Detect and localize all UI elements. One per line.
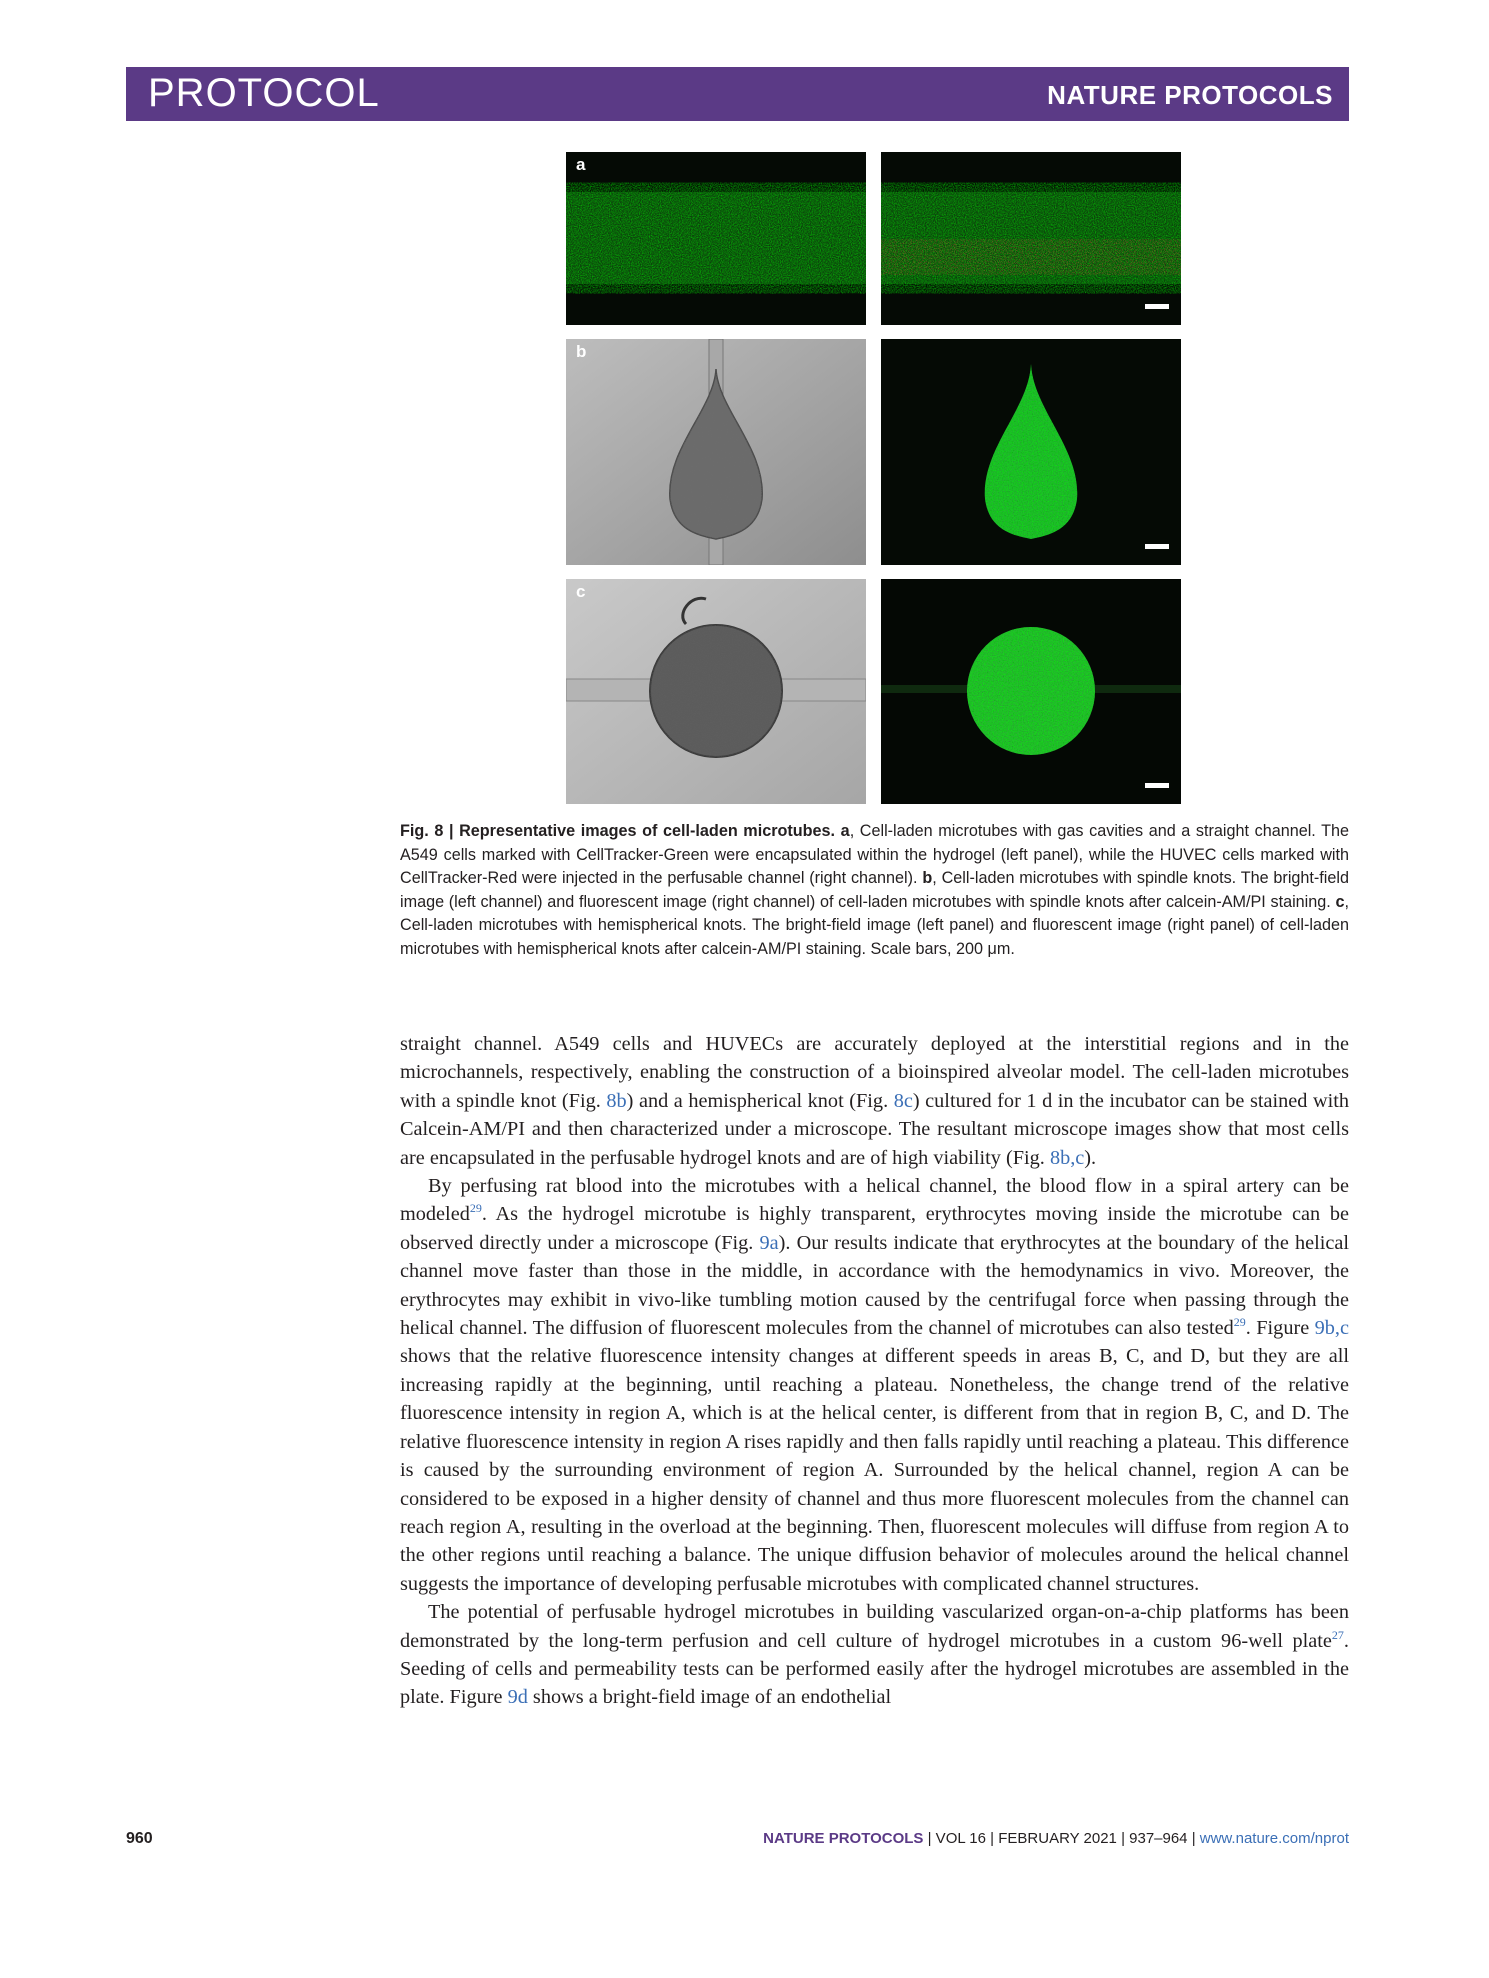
figure-link[interactable]: 9a [759, 1231, 779, 1254]
page-number: 960 [126, 1830, 153, 1847]
text: The potential of perfusable hydrogel microtubes in building vascularized organ-on-a-chip platforms has been demonstrated by the long-term perfusion and cell culture of hydrogel microtubes in a custom 96-well plate [400, 1601, 1349, 1652]
figure-link[interactable]: 8c [893, 1089, 913, 1112]
journal-label: NATURE PROTOCOLS [1047, 80, 1333, 110]
citation-link[interactable]: 27 [1331, 1627, 1344, 1642]
panel-letter-b: b [576, 342, 587, 361]
caption-text-a: , Cell-laden microtubes with gas cavities and a straight channel. The A549 cells marked with CellTracker-Green were encapsulated within the hydrogel (left panel), while the HUVEC cells marked with CellTracker-Red were injected in the perfusable channel (right channel). [400, 822, 1350, 887]
caption-text-c: , Cell-laden microtubes with hemispherical knots. The bright-field image (left panel) and fluorescent image (right panel) of cell-laden microtubes with hemispherical knots after calcein-AM/PI staining. Scale bars, 200 μm. [400, 892, 1349, 958]
header-bar [126, 67, 1349, 121]
panel-a-right [881, 152, 1181, 325]
text: ). [1084, 1146, 1097, 1169]
footer-citation [763, 1830, 1349, 1847]
text: . Figure [1245, 1317, 1315, 1340]
panel-letter-c: c [576, 582, 586, 601]
text: ) cultured for 1 d in the incubator can be stained with Calcein-AM/PI and then characterized under a microscope. The resultant microscope images show that most cells are encapsulated in the perfusable hydrogel knots and are of high viability (Fig. [400, 1089, 1350, 1169]
section-label: PROTOCOL [148, 71, 380, 115]
figure-link[interactable]: 8b [606, 1089, 627, 1112]
panel-a-left [566, 152, 866, 325]
panel-c-left [566, 579, 866, 804]
scale-bar [1145, 544, 1169, 549]
paragraph-1 [400, 1030, 1349, 1172]
citation-link[interactable]: 29 [1233, 1315, 1246, 1330]
paragraph-2 [400, 1172, 1349, 1598]
citation-link[interactable]: 29 [469, 1201, 482, 1216]
text: ) and a hemispherical knot (Fig. [626, 1089, 894, 1112]
panel-b-left [566, 339, 866, 565]
panel-c-right [881, 579, 1181, 804]
text: . As the hydrogel microtube is highly transparent, erythrocytes moving inside the microtube can be observed directly under a microscope (Fig. [400, 1203, 1349, 1254]
footer-url-link[interactable]: www.nature.com/nprot [1199, 1830, 1349, 1847]
paragraph-3 [400, 1598, 1349, 1712]
text: shows a bright-field image of an endothelial [527, 1686, 892, 1709]
panel-b-right [881, 339, 1181, 565]
caption-text-b: , Cell-laden microtubes with spindle knots. The bright-field image (left channel) and fluorescent image (right channel) of cell-laden microtubes with spindle knots after calcein-AM/PI staining. [400, 869, 1350, 911]
caption-title: Fig. 8 | Representative images of cell-laden microtubes. [400, 822, 836, 840]
text: . Seeding of cells and permeability tests can be performed easily after the hydrogel microtubes are assembled in the plate. Figure [400, 1629, 1349, 1709]
footer-issue: | VOL 16 | FEBRUARY 2021 | 937–964 | [923, 1830, 1200, 1847]
figure-caption [400, 820, 1349, 961]
panel-letter-a: a [576, 155, 586, 174]
footer-journal: NATURE PROTOCOLS [763, 1830, 924, 1847]
text: shows that the relative fluorescence intensity changes at different speeds in areas B, C, and D, but they are all increasing rapidly at the beginning, until reaching a plateau. Nonetheless, the change trend of the relative fluorescence intensity in region A, which is at the helical center, is different from that in region B, C, and D. The relative fluorescence intensity in region A rises rapidly and then falls rapidly until reaching a plateau. This difference is caused by the surrounding environment of region A. Surrounded by the helical channel, region A can be considered to be exposed in a higher density of channel and thus more fluorescent molecules from the channel can reach region A, resulting in the overload at the beginning. Then, fluorescent molecules will diffuse from region A to the other regions until reaching a balance. The unique diffusion behavior of molecules around the helical channel suggests the importance of developing perfusable microtubes with complicated channel structures. [400, 1345, 1349, 1595]
text: ). Our results indicate that erythrocytes at the boundary of the helical channel move faster than those in the middle, in accordance with the hemodynamics in vivo. Moreover, the erythrocytes may exhibit in vivo-like tumbling motion caused by the centrifugal force when passing through the helical channel. The diffusion of fluorescent molecules from the channel of microtubes can also tested [400, 1231, 1349, 1340]
figure-8 [566, 152, 1181, 804]
figure-link[interactable]: 9b,c [1314, 1317, 1349, 1340]
text: By perfusing rat blood into the microtubes with a helical channel, the blood flow in a spiral artery can be modeled [400, 1175, 1349, 1226]
figure-link[interactable]: 9d [507, 1686, 528, 1709]
body-text [400, 1030, 1349, 1712]
caption-letter-a: a [840, 822, 850, 840]
caption-letter-b: b [922, 869, 933, 887]
scale-bar [1145, 304, 1169, 309]
figure-link[interactable]: 8b,c [1049, 1146, 1085, 1169]
caption-letter-c: c [1335, 892, 1345, 911]
scale-bar [1145, 783, 1169, 788]
text: straight channel. A549 cells and HUVECs are accurately deployed at the interstitial regions and in the microchannels, respectively, enabling the construction of a bioinspired alveolar model. The cell-laden microtubes with a spindle knot (Fig. [400, 1033, 1349, 1112]
